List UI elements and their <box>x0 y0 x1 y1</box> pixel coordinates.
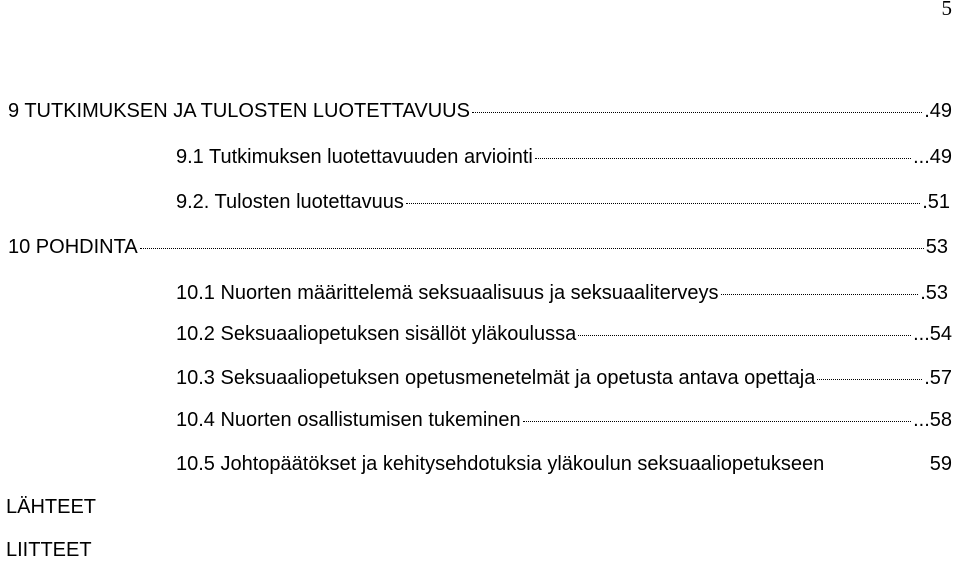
toc-entry-title: 9.1 Tutkimuksen luotettavuuden arviointi <box>176 146 533 168</box>
toc-entry-10-2 <box>176 322 952 346</box>
references-heading: LÄHTEET <box>6 496 97 518</box>
toc-entry-page: .57 <box>924 367 952 389</box>
toc-entry-page: ...58 <box>913 409 952 431</box>
toc-entry-9-2 <box>176 190 950 214</box>
dot-leader <box>140 248 924 249</box>
toc-entry-10 <box>8 235 948 259</box>
toc-entry-page: .53 <box>920 282 948 304</box>
toc-entry-page: 59 <box>929 453 952 475</box>
appendices-heading: LIITTEET <box>6 539 92 561</box>
dot-leader <box>535 158 911 159</box>
dot-leader <box>406 203 920 204</box>
toc-entry-9 <box>8 99 952 123</box>
toc-entry-10-5 <box>176 452 952 476</box>
dot-leader <box>578 335 911 336</box>
dot-leader <box>523 421 911 422</box>
toc-entry-title: 10.3 Seksuaaliopetuksen opetusmenetelmät ja opetusta antava opettaja <box>176 367 816 389</box>
toc-entry-page: 53 <box>925 236 948 258</box>
toc-entry-10-4 <box>176 408 952 432</box>
dot-leader <box>472 112 922 113</box>
toc-entry-title: 9.2. Tulosten luotettavuus <box>176 191 404 213</box>
toc-entry-page: .49 <box>924 100 952 122</box>
toc-entry-title: 9 TUTKIMUKSEN JA TULOSTEN LUOTETTAVUUS <box>8 100 470 122</box>
toc-entry-page: ...49 <box>913 146 952 168</box>
toc-entry-10-3 <box>176 366 952 390</box>
toc-entry-page: ...54 <box>913 323 952 345</box>
dot-leader <box>721 294 919 295</box>
toc-entry-title: 10.2 Seksuaaliopetuksen sisällöt yläkoulussa <box>176 323 577 345</box>
toc-entry-title: 10.4 Nuorten osallistumisen tukeminen <box>176 409 521 431</box>
toc-entry-10-1 <box>176 281 948 305</box>
toc-entry-title: 10.5 Johtopäätökset ja kehitysehdotuksia yläkoulun seksuaaliopetukseen <box>176 453 825 475</box>
toc-entry-title: 10.1 Nuorten määrittelemä seksuaalisuus ja seksuaaliterveys <box>176 282 719 304</box>
toc-entry-9-1 <box>176 145 952 169</box>
toc-entry-title: 10 POHDINTA <box>8 236 138 258</box>
page-number: 5 <box>941 0 952 20</box>
toc-entry-page: .51 <box>922 191 950 213</box>
dot-leader <box>817 379 922 380</box>
